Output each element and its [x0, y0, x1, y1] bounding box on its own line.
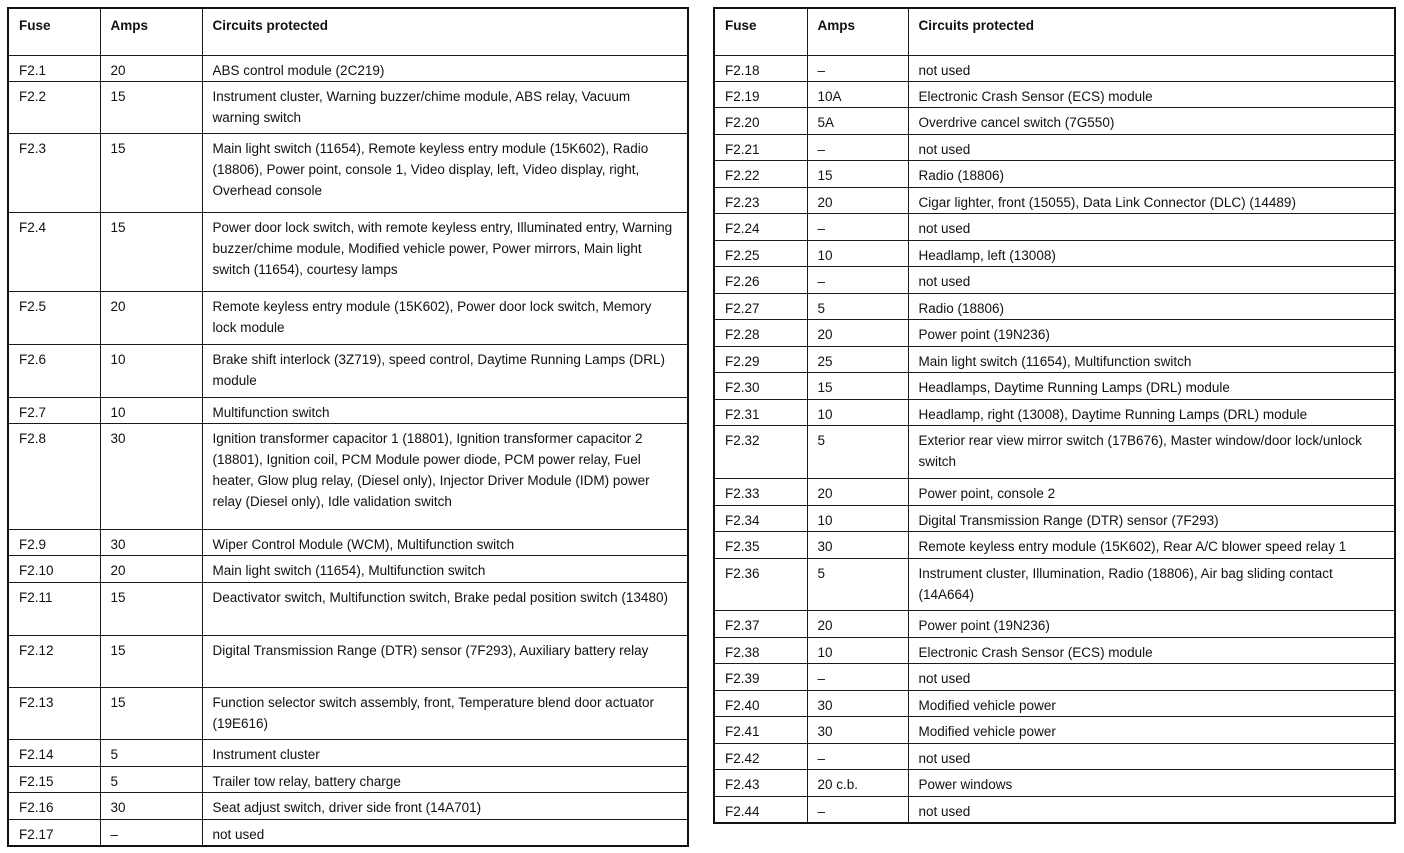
amps-cell: –	[807, 744, 908, 770]
amps-cell: –	[807, 135, 908, 161]
circuits-cell: Main light switch (11654), Multifunction switch	[202, 556, 688, 583]
amps-cell: 20	[807, 188, 908, 214]
circuits-cell: Instrument cluster, Illumination, Radio (18806), Air bag sliding contact (14A664)	[908, 559, 1395, 611]
fuse-cell: F2.20	[714, 108, 807, 135]
table-row	[8, 636, 688, 688]
circuits-cell: Radio (18806)	[908, 294, 1395, 320]
circuits-cell: not used	[908, 135, 1395, 161]
fuse-cell: F2.14	[8, 740, 100, 767]
amps-cell: 10A	[807, 82, 908, 108]
table-row	[714, 400, 1395, 426]
table-row	[714, 797, 1395, 824]
fuse-cell: F2.33	[714, 479, 807, 506]
table-row	[714, 267, 1395, 294]
table-row	[714, 56, 1395, 82]
fuse-cell: F2.34	[714, 506, 807, 532]
fuse-cell: F2.32	[714, 426, 807, 479]
table-row	[714, 82, 1395, 108]
fuse-table-right	[713, 7, 1396, 824]
amps-cell: 20 c.b.	[807, 770, 908, 797]
fuse-cell: F2.35	[714, 532, 807, 559]
fuse-cell: F2.23	[714, 188, 807, 214]
circuits-cell: Modified vehicle power	[908, 691, 1395, 717]
table-row	[714, 479, 1395, 506]
amps-cell: 15	[100, 134, 202, 213]
circuits-cell: Digital Transmission Range (DTR) sensor (7F293)	[908, 506, 1395, 532]
amps-cell: 20	[100, 56, 202, 82]
fuse-cell: F2.26	[714, 267, 807, 294]
circuits-cell: Modified vehicle power	[908, 717, 1395, 744]
circuits-cell: Headlamp, left (13008)	[908, 241, 1395, 267]
table-row	[8, 82, 688, 134]
table-row	[714, 135, 1395, 161]
circuits-cell: Seat adjust switch, driver side front (14A701)	[202, 793, 688, 820]
circuits-cell: not used	[202, 820, 688, 847]
amps-cell: –	[807, 56, 908, 82]
table-row	[714, 188, 1395, 214]
table-row	[8, 583, 688, 636]
fuse-cell: F2.36	[714, 559, 807, 611]
amps-cell: 10	[807, 638, 908, 664]
circuits-cell: Remote keyless entry module (15K602), Power door lock switch, Memory lock module	[202, 292, 688, 345]
fuse-cell: F2.11	[8, 583, 100, 636]
amps-cell: 10	[807, 506, 908, 532]
circuits-cell: ABS control module (2C219)	[202, 56, 688, 82]
table-row	[714, 664, 1395, 691]
circuits-cell: not used	[908, 744, 1395, 770]
amps-cell: –	[807, 797, 908, 824]
circuits-cell: Instrument cluster, Warning buzzer/chime module, ABS relay, Vacuum warning switch	[202, 82, 688, 134]
table-header-row	[714, 8, 1395, 56]
table-row	[714, 770, 1395, 797]
amps-cell: 25	[807, 347, 908, 373]
circuits-cell: Headlamps, Daytime Running Lamps (DRL) module	[908, 373, 1395, 400]
amps-cell: 20	[807, 320, 908, 347]
fuse-cell: F2.41	[714, 717, 807, 744]
circuits-cell: not used	[908, 797, 1395, 824]
circuits-cell: not used	[908, 56, 1395, 82]
table-row	[8, 530, 688, 556]
table-row	[714, 506, 1395, 532]
table-row	[8, 767, 688, 793]
fuse-cell: F2.22	[714, 161, 807, 188]
table-row	[8, 56, 688, 82]
fuse-cell: F2.30	[714, 373, 807, 400]
table-row	[714, 532, 1395, 559]
table-header-row	[8, 8, 688, 56]
amps-cell: 30	[100, 793, 202, 820]
table-row	[714, 638, 1395, 664]
table-row	[8, 688, 688, 740]
circuits-cell: Trailer tow relay, battery charge	[202, 767, 688, 793]
fuse-cell: F2.12	[8, 636, 100, 688]
fuse-cell: F2.19	[714, 82, 807, 108]
table-row	[8, 820, 688, 847]
fuse-cell: F2.25	[714, 241, 807, 267]
fuse-cell: F2.39	[714, 664, 807, 691]
circuits-cell: Deactivator switch, Multifunction switch, Brake pedal position switch (13480)	[202, 583, 688, 636]
amps-cell: 30	[100, 424, 202, 530]
amps-cell: 15	[100, 82, 202, 134]
table-row	[714, 611, 1395, 638]
amps-cell: 10	[100, 398, 202, 424]
header-circuits: Circuits protected	[202, 8, 688, 56]
amps-cell: –	[807, 664, 908, 691]
fuse-cell: F2.7	[8, 398, 100, 424]
circuits-cell: Electronic Crash Sensor (ECS) module	[908, 638, 1395, 664]
table-row	[8, 213, 688, 292]
amps-cell: 20	[807, 611, 908, 638]
table-row	[714, 241, 1395, 267]
fuse-cell: F2.6	[8, 345, 100, 398]
fuse-cell: F2.18	[714, 56, 807, 82]
table-row	[714, 717, 1395, 744]
amps-cell: 5A	[807, 108, 908, 135]
table-row	[8, 134, 688, 213]
circuits-cell: not used	[908, 267, 1395, 294]
fuse-cell: F2.31	[714, 400, 807, 426]
circuits-cell: Ignition transformer capacitor 1 (18801), Ignition transformer capacitor 2 (18801), Ignition coil, PCM Module power diode, PCM power relay, Fuel heater, Glow plug relay, (Diesel only), Injector Driver Module (IDM) power relay (Diesel only), Idle validation switch	[202, 424, 688, 530]
amps-cell: 5	[807, 559, 908, 611]
table-row	[714, 691, 1395, 717]
table-row	[714, 320, 1395, 347]
circuits-cell: Digital Transmission Range (DTR) sensor (7F293), Auxiliary battery relay	[202, 636, 688, 688]
fuse-cell: F2.4	[8, 213, 100, 292]
table-row	[8, 740, 688, 767]
fuse-cell: F2.43	[714, 770, 807, 797]
amps-cell: –	[807, 267, 908, 294]
fuse-table-right-body	[714, 56, 1395, 824]
circuits-cell: Power point (19N236)	[908, 611, 1395, 638]
fuse-cell: F2.40	[714, 691, 807, 717]
fuse-cell: F2.17	[8, 820, 100, 847]
circuits-cell: Multifunction switch	[202, 398, 688, 424]
table-row	[714, 161, 1395, 188]
table-row	[8, 398, 688, 424]
circuits-cell: Electronic Crash Sensor (ECS) module	[908, 82, 1395, 108]
header-amps: Amps	[100, 8, 202, 56]
table-row	[714, 744, 1395, 770]
circuits-cell: Remote keyless entry module (15K602), Rear A/C blower speed relay 1	[908, 532, 1395, 559]
circuits-cell: Main light switch (11654), Multifunction switch	[908, 347, 1395, 373]
fuse-cell: F2.3	[8, 134, 100, 213]
table-row	[714, 347, 1395, 373]
fuse-table-left	[7, 7, 689, 847]
circuits-cell: Radio (18806)	[908, 161, 1395, 188]
table-row	[714, 214, 1395, 241]
table-row	[714, 373, 1395, 400]
fuse-cell: F2.10	[8, 556, 100, 583]
fuse-cell: F2.15	[8, 767, 100, 793]
table-row	[8, 556, 688, 583]
circuits-cell: Power door lock switch, with remote keyless entry, Illuminated entry, Warning buzzer/chime module, Modified vehicle power, Power mirrors, Main light switch (11654), courtesy lamps	[202, 213, 688, 292]
amps-cell: –	[100, 820, 202, 847]
table-row	[714, 559, 1395, 611]
header-fuse: Fuse	[714, 8, 807, 56]
amps-cell: 15	[100, 688, 202, 740]
fuse-cell: F2.28	[714, 320, 807, 347]
fuse-cell: F2.37	[714, 611, 807, 638]
header-circuits: Circuits protected	[908, 8, 1395, 56]
amps-cell: 10	[807, 241, 908, 267]
fuse-cell: F2.29	[714, 347, 807, 373]
fuse-table-left-body	[8, 56, 688, 847]
fuse-cell: F2.2	[8, 82, 100, 134]
fuse-cell: F2.16	[8, 793, 100, 820]
fuse-cell: F2.13	[8, 688, 100, 740]
fuse-cell: F2.8	[8, 424, 100, 530]
table-row	[8, 292, 688, 345]
amps-cell: 20	[100, 556, 202, 583]
circuits-cell: Wiper Control Module (WCM), Multifunction switch	[202, 530, 688, 556]
amps-cell: 15	[100, 213, 202, 292]
table-row	[714, 294, 1395, 320]
fuse-cell: F2.27	[714, 294, 807, 320]
circuits-cell: Exterior rear view mirror switch (17B676), Master window/door lock/unlock switch	[908, 426, 1395, 479]
circuits-cell: Instrument cluster	[202, 740, 688, 767]
fuse-cell: F2.38	[714, 638, 807, 664]
circuits-cell: Power point (19N236)	[908, 320, 1395, 347]
fuse-cell: F2.42	[714, 744, 807, 770]
amps-cell: 30	[807, 717, 908, 744]
circuits-cell: Brake shift interlock (3Z719), speed control, Daytime Running Lamps (DRL) module	[202, 345, 688, 398]
table-row	[714, 108, 1395, 135]
amps-cell: 20	[100, 292, 202, 345]
circuits-cell: Power windows	[908, 770, 1395, 797]
amps-cell: 10	[807, 400, 908, 426]
amps-cell: 10	[100, 345, 202, 398]
circuits-cell: not used	[908, 214, 1395, 241]
amps-cell: 5	[807, 426, 908, 479]
fuse-cell: F2.44	[714, 797, 807, 824]
amps-cell: 30	[807, 532, 908, 559]
table-row	[8, 424, 688, 530]
header-fuse: Fuse	[8, 8, 100, 56]
table-row	[714, 426, 1395, 479]
table-row	[8, 793, 688, 820]
amps-cell: 30	[100, 530, 202, 556]
circuits-cell: Cigar lighter, front (15055), Data Link Connector (DLC) (14489)	[908, 188, 1395, 214]
amps-cell: 15	[807, 373, 908, 400]
amps-cell: 30	[807, 691, 908, 717]
amps-cell: 5	[807, 294, 908, 320]
fuse-cell: F2.24	[714, 214, 807, 241]
circuits-cell: Overdrive cancel switch (7G550)	[908, 108, 1395, 135]
amps-cell: –	[807, 214, 908, 241]
amps-cell: 15	[100, 583, 202, 636]
amps-cell: 15	[100, 636, 202, 688]
circuits-cell: Function selector switch assembly, front, Temperature blend door actuator (19E616)	[202, 688, 688, 740]
circuits-cell: Main light switch (11654), Remote keyless entry module (15K602), Radio (18806), Power point, console 1, Video display, left, Video display, right, Overhead console	[202, 134, 688, 213]
circuits-cell: not used	[908, 664, 1395, 691]
circuits-cell: Headlamp, right (13008), Daytime Running Lamps (DRL) module	[908, 400, 1395, 426]
circuits-cell: Power point, console 2	[908, 479, 1395, 506]
table-row	[8, 345, 688, 398]
amps-cell: 20	[807, 479, 908, 506]
fuse-cell: F2.9	[8, 530, 100, 556]
fuse-cell: F2.1	[8, 56, 100, 82]
fuse-cell: F2.21	[714, 135, 807, 161]
amps-cell: 5	[100, 740, 202, 767]
header-amps: Amps	[807, 8, 908, 56]
amps-cell: 5	[100, 767, 202, 793]
amps-cell: 15	[807, 161, 908, 188]
fuse-cell: F2.5	[8, 292, 100, 345]
